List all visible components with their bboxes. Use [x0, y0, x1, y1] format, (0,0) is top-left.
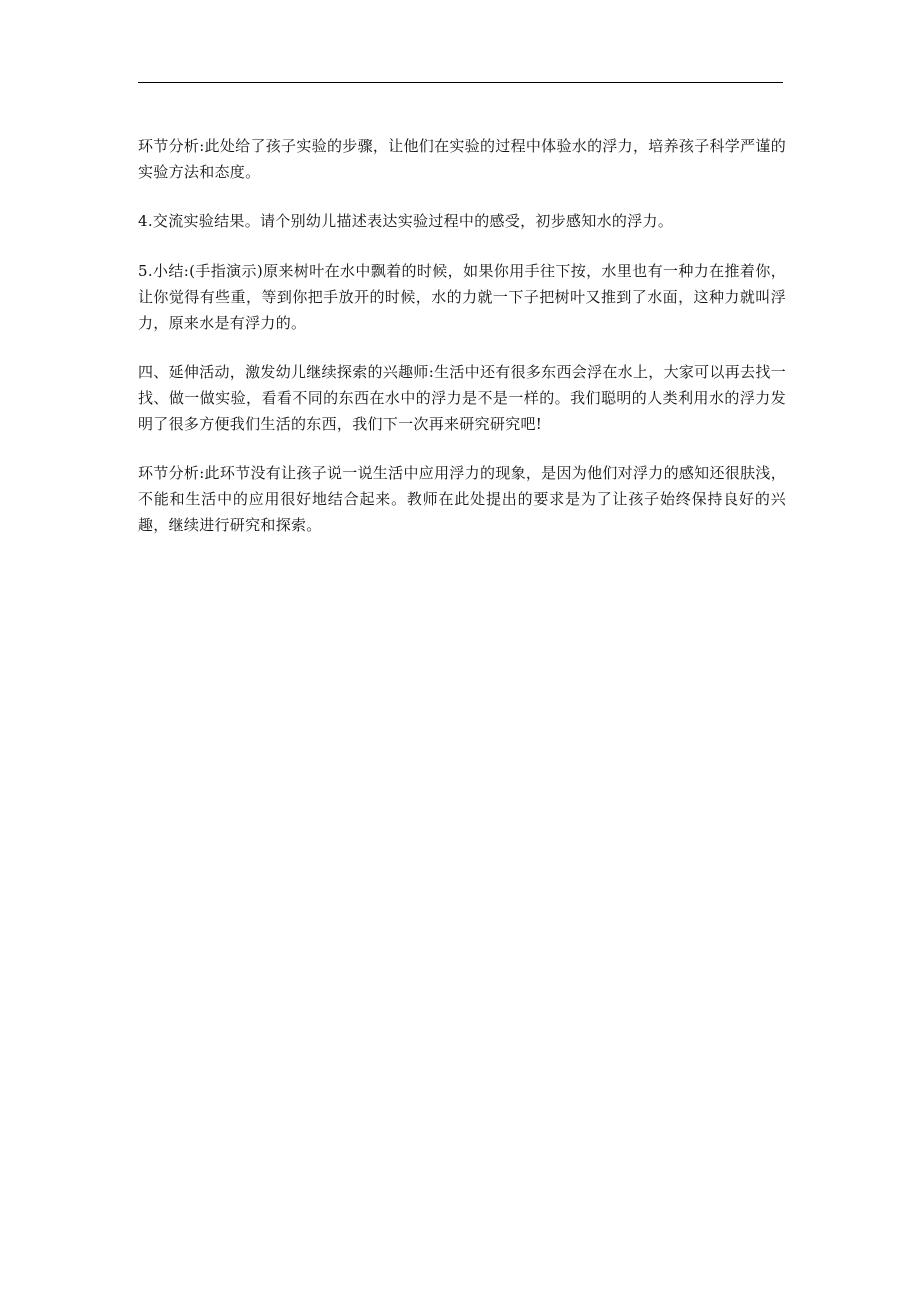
document-body [138, 133, 786, 562]
paragraph-extension-activity: 四、延伸活动，激发幼儿继续探索的兴趣师:生活中还有很多东西会浮在水上，大家可以再去找一找、做一做实验，看看不同的东西在水中的浮力是不是一样的。我们聪明的人类利用水的浮力发明了很多方便我们生活的东西，我们下一次再来研究研究吧! [138, 363, 786, 433]
paragraph-step-4: 4.交流实验结果。请个别幼儿描述表达实验过程中的感受，初步感知水的浮力。 [138, 212, 674, 230]
paragraph-step-5-summary: 5.小结:(手指演示)原来树叶在水中飘着的时候，如果你用手往下按，水里也有一种力在推着你，让你觉得有些重，等到你把手放开的时候，水的力就一下子把树叶又推到了水面，这种力就叫浮力，原来水是有浮力的。 [138, 262, 786, 332]
header-rule [138, 82, 783, 83]
paragraph-analysis-2: 环节分析:此环节没有让孩子说一说生活中应用浮力的现象，是因为他们对浮力的感知还很肤浅，不能和生活中的应用很好地结合起来。教师在此处提出的要求是为了让孩子始终保持良好的兴趣，继续进行研究和探索。 [138, 464, 786, 534]
paragraph-analysis-1: 环节分析:此处给了孩子实验的步骤，让他们在实验的过程中体验水的浮力，培养孩子科学严谨的实验方法和态度。 [138, 137, 786, 181]
